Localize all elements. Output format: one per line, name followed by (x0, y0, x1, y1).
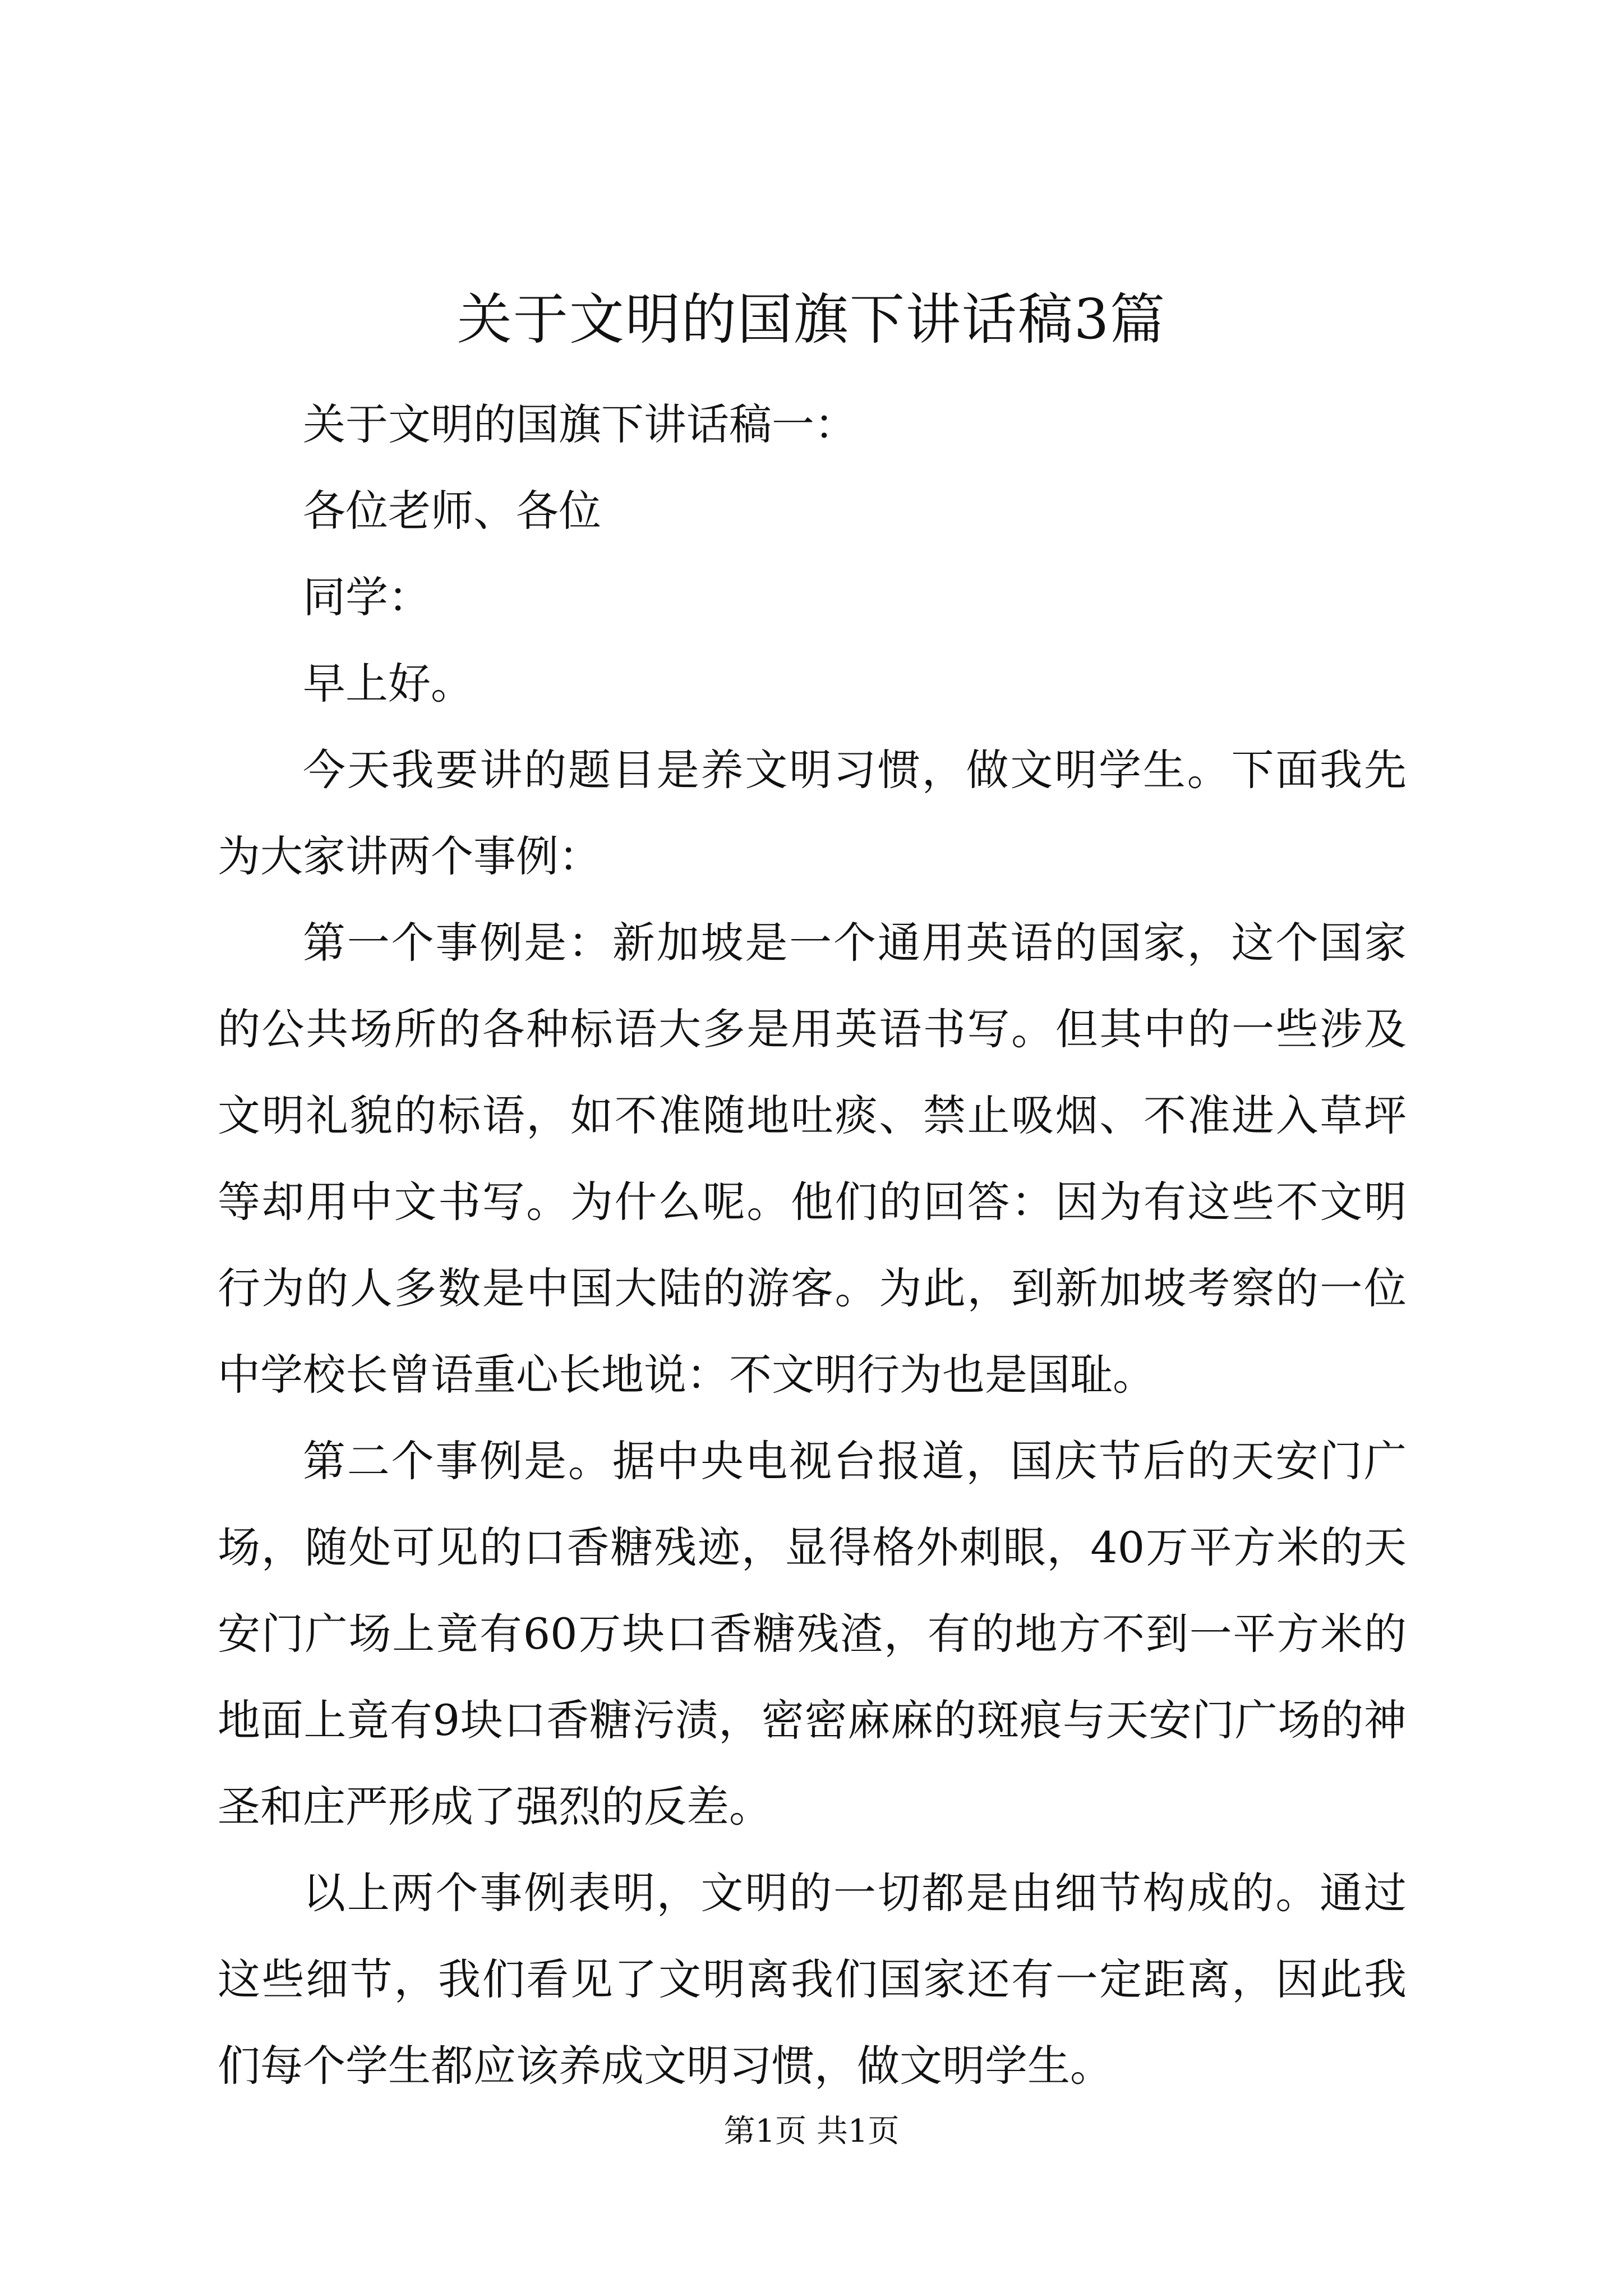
paragraph-heading: 关于文明的国旗下讲话稿一： (303, 399, 857, 449)
paragraph-salutation-teachers: 各位老师、各位 (303, 486, 601, 536)
document-body (218, 381, 1407, 2109)
paragraph-example-one: 第一个事例是：新加坡是一个通用英语的国家，这个国家的公共场所的各种标语大多是用英语书写。但其中的一些涉及文明礼貌的标语，如不准随地吐痰、禁止吸烟、不准进入草坪等却用中文书写。为什么呢。他们的回答：因为有这些不文明行为的人多数是中国大陆的游客。为此，到新加坡考察的一位中学校长曾语重心长地说：不文明行为也是国耻。 (218, 918, 1407, 1400)
paragraph-conclusion: 以上两个事例表明，文明的一切都是由细节构成的。通过这些细节，我们看见了文明离我们国家还有一定距离，因此我们每个学生都应该养成文明习惯，做文明学生。 (218, 1868, 1407, 2091)
page-footer: 第1页 共1页 (723, 2113, 900, 2150)
paragraph-greeting: 早上好。 (303, 659, 473, 708)
document-title: 关于文明的国旗下讲话稿3篇 (457, 288, 1166, 352)
paragraph-example-two: 第二个事例是。据中央电视台报道，国庆节后的天安门广场，随处可见的口香糖残迹，显得格外刺眼，40万平方米的天安门广场上竟有60万块口香糖残渣，有的地方不到一平方米的地面上竟有9块口香糖污渍，密密麻麻的斑痕与天安门广场的神圣和庄严形成了强烈的反差。 (218, 1436, 1407, 1832)
paragraph-salutation-students: 同学： (303, 572, 431, 622)
paragraph-topic: 今天我要讲的题目是养文明习惯，做文明学生。下面我先为大家讲两个事例： (218, 745, 1407, 881)
